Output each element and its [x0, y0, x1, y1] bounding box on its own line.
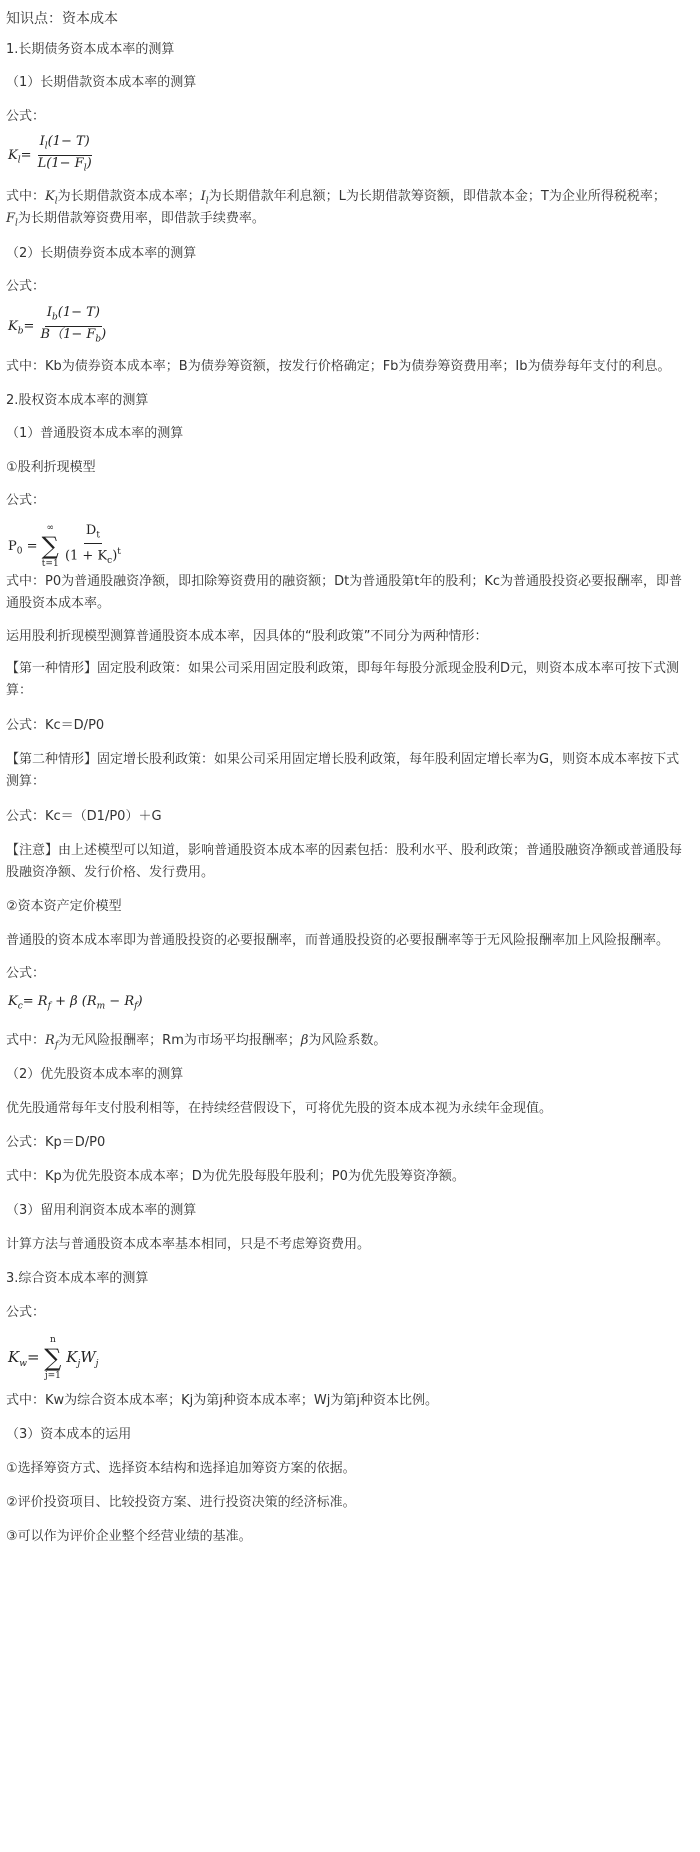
loan-vars-line-1: 式中：$K_l$为长期借款资本成本率；$I_l$为长期借款年利息额；L为长期借款筹资额，即借款本金；T为企业所得税税率；	[6, 189, 666, 207]
note: 【注意】由上述模型可以知道，影响普通股资本成本率的因素包括：股利水平、股利政策；普通股融资净额或普通股每股融资净额、发行价格、发行费用。	[6, 843, 683, 880]
section-2-sub-3: （3）留用利润资本成本率的测算	[6, 1203, 197, 1218]
model-2-title: ②资本资产定价模型	[6, 899, 122, 914]
section-3-sub: （3）资本成本的运用	[6, 1427, 132, 1442]
section-1-sub-1: （1）长期借款资本成本率的测算	[6, 75, 197, 90]
formula-wacc: $K_w=$ n ∑ j=1 $K_jW_j$	[8, 1335, 99, 1381]
formula-capm: $K_c= R_f + \beta$ $(R_m - R_f)$	[8, 994, 143, 1012]
use-2: ②评价投资项目、比较投资方案、进行投资决策的经济标准。	[6, 1495, 356, 1510]
formula-label: 公式：	[6, 109, 46, 124]
formula-dividend-discount: $P_0$ = ∞ ∑ t=1 $\frac{D_t}{(1 + K_c)^t}$	[8, 522, 121, 569]
formula-label: 公式：	[6, 1305, 46, 1320]
case-1-formula: 公式：Kc＝D/P0	[6, 718, 105, 733]
section-1-sub-2: （2）长期债券资本成本率的测算	[6, 246, 197, 261]
retained-earnings-desc: 计算方法与普通股资本成本率基本相同，只是不考虑筹资费用。	[6, 1237, 371, 1252]
bond-vars: 式中：Kb为债券资本成本率；B为债券筹资额，按发行价格确定；Fb为债券筹资费用率；Ib为债券每年支付的利息。	[6, 359, 671, 374]
section-3-title: 3.综合资本成本率的测算	[6, 1271, 149, 1286]
dividend-intro: 运用股利折现模型测算普通股资本成本率，因具体的“股利政策”不同分为两种情形：	[6, 629, 488, 644]
formula-label: 公式：	[6, 279, 46, 294]
section-2-sub-1: （1）普通股资本成本率的测算	[6, 426, 184, 441]
section-2-sub-2: （2）优先股资本成本率的测算	[6, 1067, 184, 1082]
wacc-vars: 式中：Kw为综合资本成本率；Kj为第j种资本成本率；Wj为第j种资本比例。	[6, 1393, 438, 1408]
preferred-desc: 优先股通常每年支付股利相等，在持续经营假设下，可将优先股的资本成本视为永续年金现值。	[6, 1101, 553, 1116]
case-2: 【第二种情形】固定增长股利政策：如果公司采用固定增长股利政策，每年股利固定增长率为G，则资本成本率按下式测算：	[6, 752, 680, 789]
section-1-title: 1.长期债务资本成本率的测算	[6, 42, 175, 57]
preferred-vars: 式中：Kp为优先股资本成本率；D为优先股每股年股利；P0为优先股筹资净额。	[6, 1169, 465, 1184]
formula-label: 公式：	[6, 493, 46, 508]
dividend-vars: 式中：P0为普通股融资净额，即扣除筹资费用的融资额；Dt为普通股第t年的股利；Kc为普通股投资必要报酬率，即普通股资本成本率。	[6, 574, 682, 611]
page-title: 知识点：资本成本	[6, 11, 118, 27]
use-1: ①选择筹资方式、选择资本结构和选择追加筹资方案的依据。	[6, 1461, 356, 1476]
formula-label: 公式：	[6, 966, 46, 981]
case-2-formula: 公式：Kc＝（D1/P0）＋G	[6, 809, 162, 824]
case-1: 【第一种情形】固定股利政策：如果公司采用固定股利政策，即每年每股分派现金股利D元，则资本成本率可按下式测算：	[6, 661, 680, 698]
capm-vars: 式中：$R_f$为无风险报酬率；Rm为市场平均报酬率；β为风险系数。	[6, 1033, 387, 1051]
preferred-formula: 公式：Kp＝D/P0	[6, 1135, 106, 1150]
model-1-title: ①股利折现模型	[6, 460, 96, 475]
section-2-title: 2.股权资本成本率的测算	[6, 393, 149, 408]
formula-bond: $K_b=$ $\frac{I_b(1- T)}{B(1- F_b)}$	[8, 305, 107, 345]
use-3: ③可以作为评价企业整个经营业绩的基准。	[6, 1529, 252, 1544]
capm-desc: 普通股的资本成本率即为普通股投资的必要报酬率，而普通股投资的必要报酬率等于无风险报酬率加上风险报酬率。	[6, 933, 670, 948]
formula-long-term-loan: $K_l=$ $\frac{I_l(1- T)}{L(1- F_l)}$	[8, 134, 92, 174]
loan-vars-line-2: $F_l$为长期借款筹资费用率，即借款手续费率。	[6, 211, 265, 229]
